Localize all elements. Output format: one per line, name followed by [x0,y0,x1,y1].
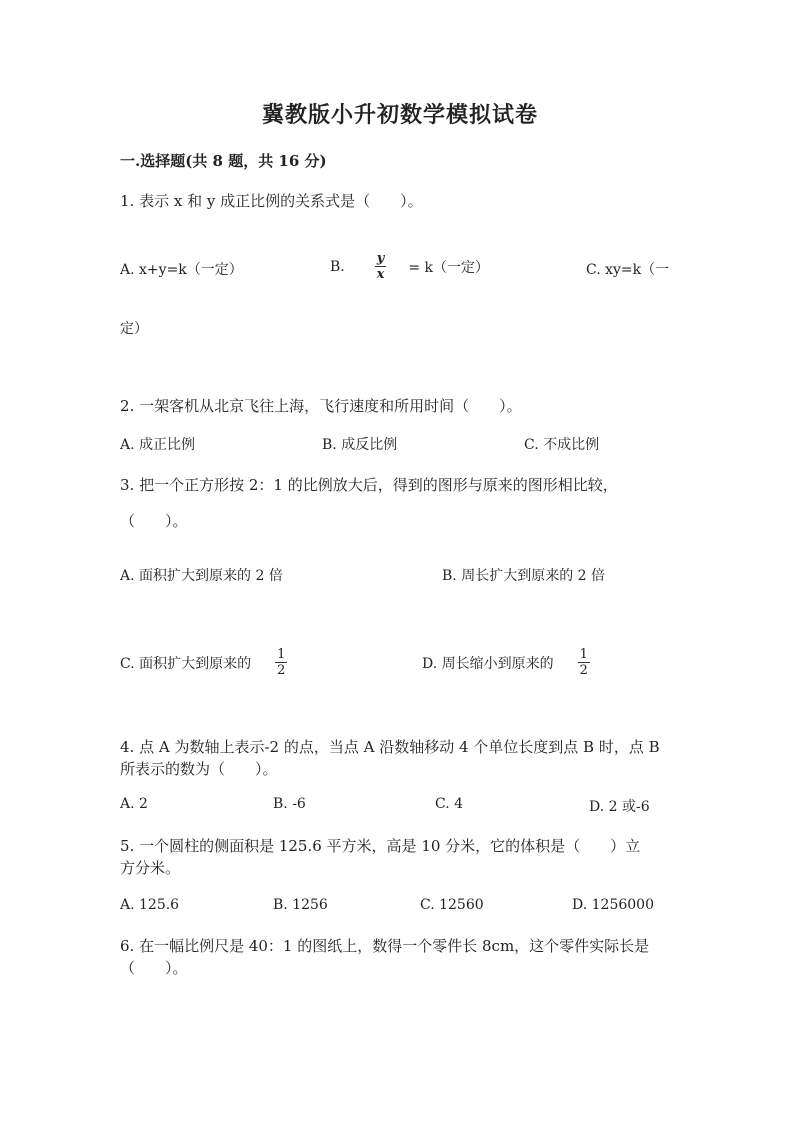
question-4-option-c: C. 4 [435,796,464,812]
option-b-label: B. [330,258,345,275]
question-1-stem: 1. 表示 x 和 y 成正比例的关系式是（ ）。 [120,192,423,210]
question-3-option-c [120,648,287,677]
question-1-option-c-wrap: 定） [120,321,148,337]
question-3-stem-wrap: （ ）。 [120,512,188,530]
question-5-option-c: C. 12560 [420,897,484,913]
question-5-option-d: D. 1256000 [572,897,654,913]
y-over-x-fraction [375,252,387,281]
question-4-option-d: D. 2 或-6 [589,799,650,815]
question-3-option-b: B. 周长扩大到原来的 2 倍 [442,568,605,584]
question-1-option-b [330,252,489,281]
question-3-stem: 3. 把一个正方形按 2：1 的比例放大后，得到的图形与原来的图形相比较， [120,476,618,494]
question-2-option-b: B. 成反比例 [322,437,398,453]
question-3-option-d [422,648,590,677]
fraction-numerator: 1 [277,647,286,662]
question-1-option-a: A. x+y=k（一定） [120,262,243,278]
question-4-stem-wrap: 所表示的数为（ ）。 [120,760,278,778]
question-2-stem: 2. 一架客机从北京飞往上海，飞行速度和所用时间（ ）。 [120,397,522,415]
question-6-stem: 6. 在一幅比例尺是 40：1 的图纸上，数得一个零件长 8cm，这个零件实际长是 [120,937,650,955]
question-2-option-c: C. 不成比例 [524,437,600,453]
question-5-option-b: B. 1256 [273,897,328,913]
question-5-stem: 5. 一个圆柱的侧面积是 125.6 平方米，高是 10 分米，它的体积是（ ）立 [120,837,641,855]
one-half-fraction [578,648,590,677]
fraction-numerator: y [376,251,385,266]
question-4-option-b: B. -6 [273,796,306,812]
section-heading: 一.选择题(共 8 题，共 16 分) [120,152,327,170]
question-2-option-a: A. 成正比例 [120,437,196,453]
option-d-text: D. 周长缩小到原来的 [422,655,554,672]
one-half-fraction [275,648,287,677]
fraction-denominator: x [376,267,385,282]
question-4-option-a: A. 2 [120,796,148,812]
fraction-denominator: 2 [579,663,588,678]
page-title: 冀教版小升初数学模拟试卷 [261,102,538,128]
fraction-numerator: 1 [579,647,588,662]
fraction-denominator: 2 [277,663,286,678]
question-5-stem-wrap: 方分米。 [120,859,181,877]
question-1-option-c: C. xy=k（一 [586,262,670,278]
option-c-text: C. 面积扩大到原来的 [120,655,252,672]
question-6-stem-wrap: （ ）。 [120,959,188,977]
question-3-option-a: A. 面积扩大到原来的 2 倍 [120,568,283,584]
question-4-stem: 4. 点 A 为数轴上表示-2 的点，当点 A 沿数轴移动 4 个单位长度到点 B 时，点 B [120,738,660,756]
question-5-option-a: A. 125.6 [120,897,180,913]
option-b-equation: = k（一定） [408,259,489,276]
